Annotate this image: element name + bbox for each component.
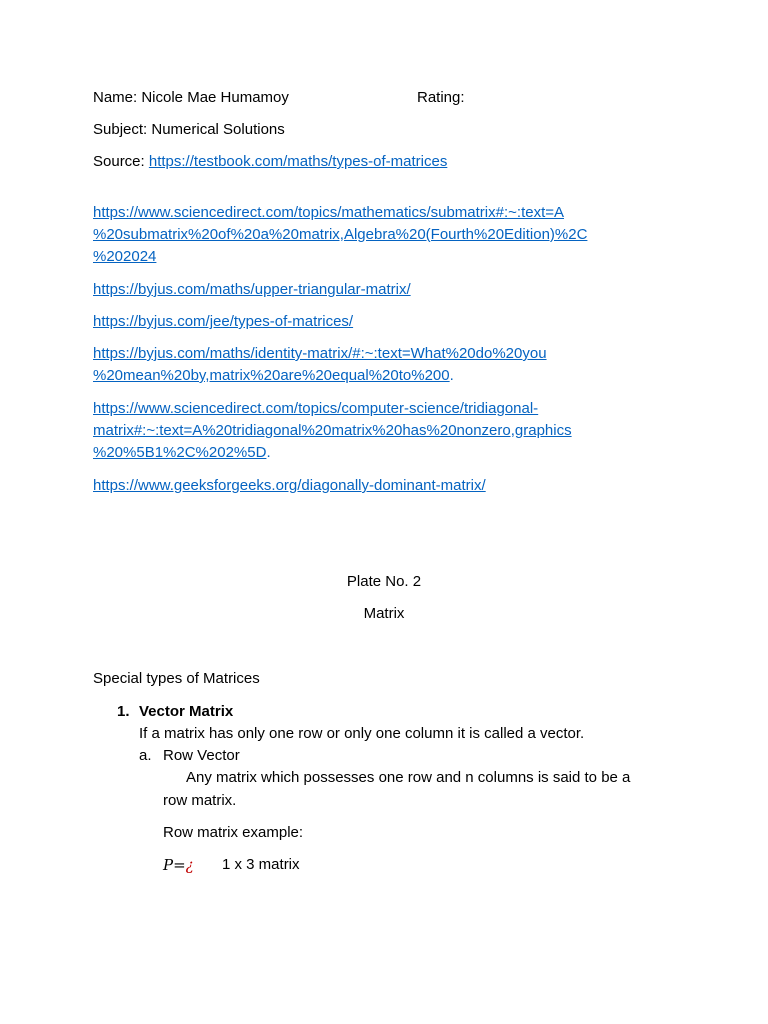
link-sciencedirect-tridiagonal-1[interactable] [93, 398, 538, 420]
section-heading: Special types of Matrices [93, 670, 260, 687]
link-text[interactable]: https://byjus.com/maths/upper-triangular-matrix/ [93, 281, 411, 298]
equation-placeholder-mark: ¿ [185, 856, 194, 874]
link-text[interactable]: https://www.geeksforgeeks.org/diagonally-dominant-matrix/ [93, 477, 486, 494]
equation [163, 854, 194, 877]
subitem-a-text-1: Any matrix which possesses one row and n columns is said to be a [186, 769, 631, 786]
link-text[interactable]: %202024 [93, 248, 157, 265]
row-matrix-example-label: Row matrix example: [163, 824, 304, 841]
link-byjus-upper-triangular[interactable] [93, 279, 411, 301]
link-sciencedirect-submatrix-2[interactable] [93, 224, 587, 246]
source-line [93, 151, 447, 173]
link-text[interactable]: %20submatrix%20of%20a%20matrix,Algebra%20(Fourth%20Edition)%2C [93, 226, 588, 243]
link-byjus-identity-1[interactable] [93, 343, 547, 365]
source-label: Source: [93, 153, 149, 170]
item-1-number: 1. [117, 703, 130, 720]
document-title: Matrix [363, 605, 405, 622]
period: . [266, 444, 271, 461]
link-sciencedirect-submatrix-1[interactable] [93, 202, 564, 224]
link-sciencedirect-tridiagonal-2[interactable] [93, 420, 572, 442]
item-1-text: If a matrix has only one row or only one column it is called a vector. [139, 725, 585, 742]
link-sciencedirect-tridiagonal-3[interactable] [93, 442, 271, 464]
period: . [449, 367, 454, 384]
link-text[interactable]: %20mean%20by,matrix%20are%20equal%20to%200 [93, 367, 450, 384]
equation-lhs: P= [163, 856, 186, 874]
subitem-a-heading: Row Vector [163, 747, 240, 764]
rating-label: Rating: [417, 89, 465, 106]
subitem-a-letter: a. [139, 747, 152, 764]
link-testbook[interactable]: https://testbook.com/maths/types-of-matrices [148, 153, 448, 170]
link-byjus-identity-2[interactable] [93, 365, 454, 387]
plate-number: Plate No. 2 [346, 573, 422, 590]
link-text[interactable]: https://www.sciencedirect.com/topics/mathematics/submatrix#:~:text=A [93, 204, 565, 221]
link-text[interactable]: %20%5B1%2C%202%5D [93, 444, 267, 461]
subject-line: Subject: Numerical Solutions [93, 121, 285, 138]
item-1-heading: Vector Matrix [139, 703, 234, 720]
link-byjus-types[interactable] [93, 311, 353, 333]
matrix-dimension: 1 x 3 matrix [222, 856, 300, 873]
link-text[interactable]: https://byjus.com/jee/types-of-matrices/ [93, 313, 354, 330]
name-line: Name: Nicole Mae Humamoy [93, 89, 289, 106]
link-sciencedirect-submatrix-3[interactable] [93, 246, 156, 268]
link-text[interactable]: https://byjus.com/maths/identity-matrix/#:~:text=What%20do%20you [93, 345, 547, 362]
subitem-a-text-2: row matrix. [163, 792, 237, 809]
link-text[interactable]: https://www.sciencedirect.com/topics/computer-science/tridiagonal- [93, 400, 539, 417]
link-geeksforgeeks[interactable] [93, 475, 486, 497]
link-text[interactable]: matrix#:~:text=A%20tridiagonal%20matrix%20has%20nonzero,graphics [93, 422, 572, 439]
